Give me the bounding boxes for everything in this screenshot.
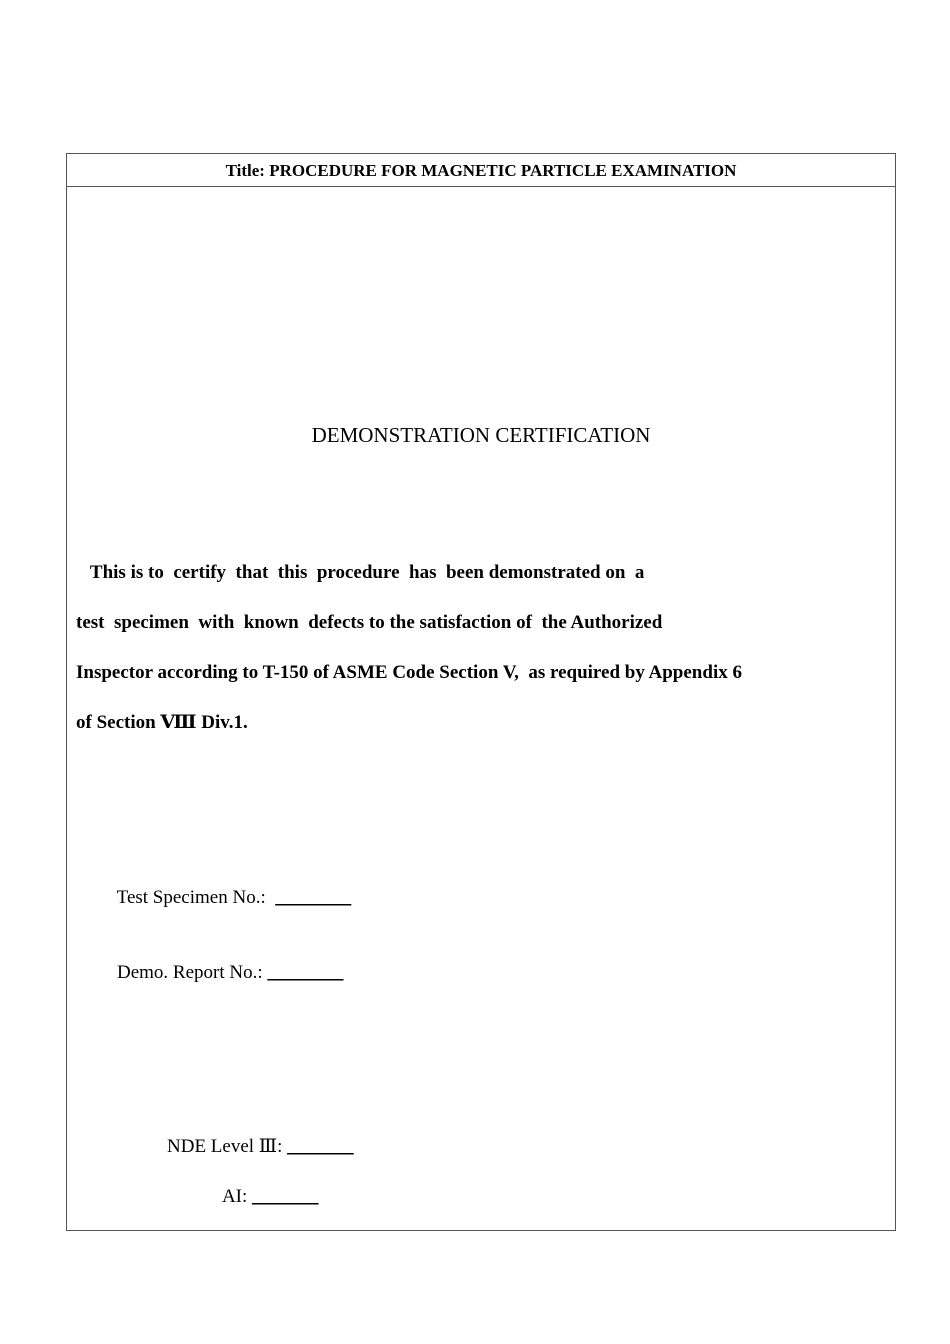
test-specimen-blank: ________ [275,887,352,908]
title-row [67,154,895,187]
demo-report-field [98,934,343,1012]
test-specimen-field [98,859,351,937]
demo-report-label: Demo. Report No.: [117,962,268,983]
ai-blank: _______ [252,1186,319,1207]
certification-heading: DEMONSTRATION CERTIFICATION [311,423,651,447]
certification-line-2: test specimen with known defects to the satisfaction of the Authorized [76,612,663,633]
title-label: Title: [225,161,265,180]
demo-report-blank: ________ [267,962,344,983]
nde-level-label: NDE Level Ⅲ: [167,1136,288,1157]
certification-frame [66,153,896,1231]
ai-label: AI: [221,1186,253,1207]
certification-line-1: This is to certify that this procedure has been demonstrated on a [76,562,645,583]
test-specimen-label: Test Specimen No.: [116,887,276,908]
ai-field [204,1158,319,1236]
certification-line-4: of Section Ⅷ Div.1. [76,712,248,733]
title-value: PROCEDURE FOR MAGNETIC PARTICLE EXAMINATION [269,161,737,180]
certification-line-3: Inspector according to T-150 of ASME Code Section V, as required by Appendix 6 [76,662,742,683]
nde-level-blank: _______ [287,1136,354,1157]
